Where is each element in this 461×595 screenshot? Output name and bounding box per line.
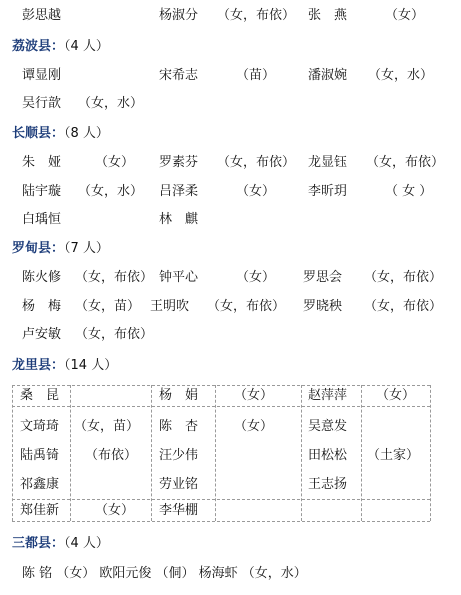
- member-name: 白瑀恒: [22, 212, 62, 227]
- county-count: （4 人）: [64, 39, 109, 54]
- table-cell-name: 吴意发: [308, 419, 348, 434]
- county-heading: [12, 241, 109, 257]
- table-cell-name: 汪少伟: [159, 448, 199, 463]
- county-heading: [12, 39, 109, 55]
- table-rule: [361, 385, 362, 521]
- table-cell-name: 陆禹锜: [20, 448, 60, 463]
- table-cell-name: 田松松: [308, 448, 348, 463]
- table-rule: [215, 385, 216, 521]
- member-name: 杨淑分: [159, 8, 199, 23]
- county-name: 罗甸县：: [12, 241, 65, 256]
- member-name: 罗思会: [303, 270, 343, 285]
- table-cell-note: （女）: [234, 419, 274, 434]
- table-cell-note: （女，苗）: [74, 419, 140, 434]
- member-note: （女，水）: [78, 96, 144, 111]
- county-heading: [12, 126, 109, 142]
- county-count: （4 人）: [64, 536, 109, 551]
- table-cell-name: 王志扬: [308, 477, 348, 492]
- table-rule: [12, 521, 430, 522]
- member-note: （女，布依）: [217, 155, 296, 170]
- member-note: （女，布依）: [217, 8, 296, 23]
- county-heading: [12, 358, 117, 374]
- table-rule: [12, 385, 430, 386]
- member-name: 王明吹: [150, 299, 190, 314]
- member-note: （苗）: [236, 68, 276, 83]
- table-rule: [12, 499, 430, 500]
- member-name: 谭显刚: [22, 68, 62, 83]
- longli-member-table: [12, 385, 430, 521]
- table-cell-name: 祁鑫康: [20, 477, 60, 492]
- table-cell-note: （女）: [95, 503, 135, 518]
- member-note: （女，布依）: [364, 299, 443, 314]
- member-name: 潘淑婉: [308, 68, 348, 83]
- sandu-member-line: 陈 铭 （女） 欧阳元俊 （侗） 杨海虾 （女，水）: [22, 566, 307, 581]
- county-count: （14 人）: [64, 358, 118, 373]
- table-cell-note: （土家）: [367, 448, 420, 463]
- member-note: （女，苗）: [75, 299, 141, 314]
- member-name: 陆宇璇: [22, 184, 62, 199]
- table-cell-name: 赵萍萍: [308, 388, 348, 403]
- member-note: （女）: [236, 184, 276, 199]
- member-name: 吴行歆: [22, 96, 62, 111]
- county-count: （7 人）: [64, 241, 109, 256]
- member-note: （女，布依）: [364, 270, 443, 285]
- table-cell-name: 李华棚: [159, 503, 199, 518]
- table-cell-name: 文琦琦: [20, 419, 60, 434]
- table-cell-name: 郑佳新: [20, 503, 60, 518]
- county-heading: [12, 536, 109, 552]
- member-note: （女，布依）: [366, 155, 445, 170]
- member-note: （女，布依）: [207, 299, 286, 314]
- table-rule: [12, 385, 13, 521]
- member-name: 彭思越: [22, 8, 62, 23]
- table-cell-name: 劳业铭: [159, 477, 199, 492]
- county-name: 长顺县：: [12, 126, 65, 141]
- member-note: （女）: [385, 8, 425, 23]
- county-name: 荔波县：: [12, 39, 65, 54]
- member-name: 朱 娅: [22, 155, 62, 170]
- table-cell-name: 桑 昆: [20, 388, 60, 403]
- member-name: 张 燕: [308, 8, 348, 23]
- table-rule: [70, 385, 71, 521]
- table-cell-name: 杨 娟: [159, 388, 199, 403]
- member-note: （女，布依）: [75, 270, 154, 285]
- member-name: 罗晓秧: [303, 299, 343, 314]
- table-rule: [12, 406, 430, 407]
- member-name: 吕泽柔: [159, 184, 199, 199]
- member-note: （女，水）: [368, 68, 434, 83]
- county-name: 三都县：: [12, 536, 65, 551]
- member-name: 林 麒: [159, 212, 199, 227]
- table-cell-note: （女）: [234, 388, 274, 403]
- member-name: 卢安敏: [22, 327, 62, 342]
- member-name: 李昕玥: [308, 184, 348, 199]
- county-name: 龙里县：: [12, 358, 65, 373]
- table-cell-note: （布依）: [85, 448, 138, 463]
- member-name: 杨 梅: [22, 299, 62, 314]
- member-note: （女）: [236, 270, 276, 285]
- county-count: （8 人）: [64, 126, 109, 141]
- member-note: （女）: [95, 155, 135, 170]
- table-cell-name: 陈 杏: [159, 419, 199, 434]
- member-name: 陈火修: [22, 270, 62, 285]
- table-cell-note: （女）: [376, 388, 416, 403]
- table-rule: [301, 385, 302, 521]
- member-note: （女，布依）: [75, 327, 154, 342]
- table-rule: [151, 385, 152, 521]
- member-name: 罗素芬: [159, 155, 199, 170]
- member-name: 宋希志: [159, 68, 199, 83]
- table-rule: [430, 385, 431, 521]
- member-note: （女，水）: [78, 184, 144, 199]
- member-name: 钟平心: [159, 270, 199, 285]
- member-note: （ 女 ）: [385, 184, 433, 199]
- member-name: 龙显钰: [308, 155, 348, 170]
